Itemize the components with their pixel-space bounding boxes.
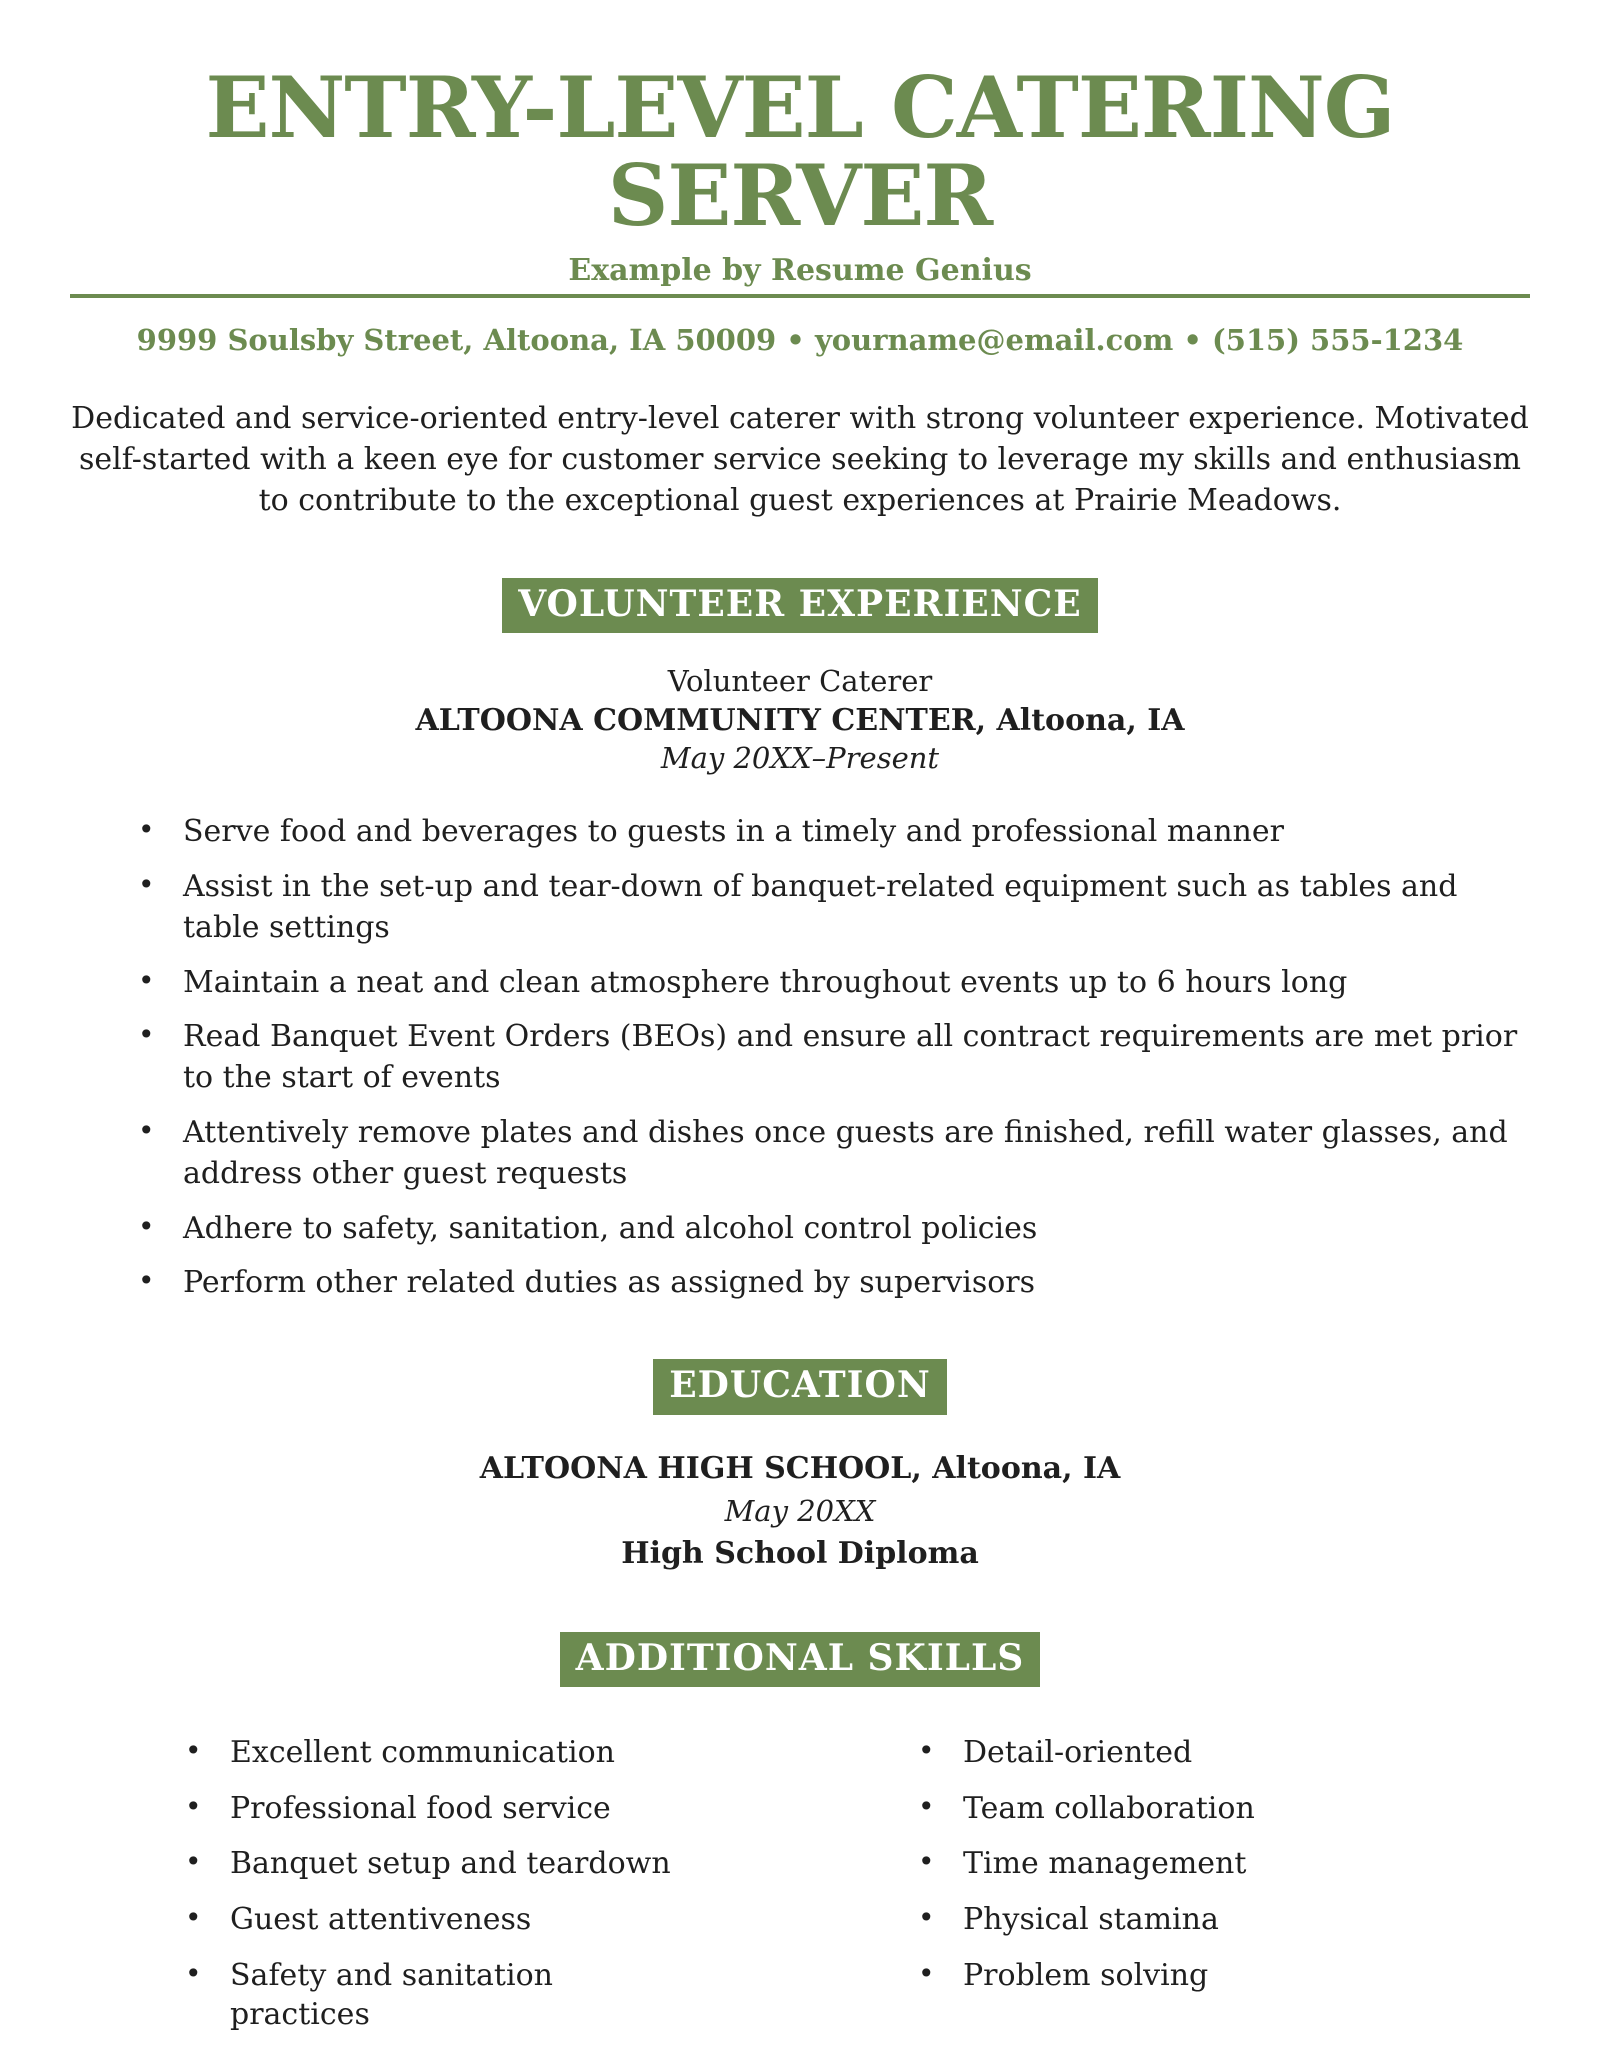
experience-bullet: • Serve food and beverages to guests in a timely and professional manner (70, 811, 1530, 852)
experience-bullet: • Attentively remove plates and dishes once guests are finished, refill water glasses, and address other guest requests (70, 1112, 1530, 1195)
skills-columns (70, 1733, 1530, 2051)
section-additional-skills (70, 1632, 1530, 1687)
section-volunteer-experience (70, 578, 1530, 633)
skill-item: • Problem solving (918, 1956, 1478, 1996)
section-title: EDUCATION (653, 1359, 947, 1414)
education-date: May 20XX (724, 1494, 876, 1529)
skill-item: • Team collaboration (918, 1789, 1478, 1829)
contact-line: 9999 Soulsby Street, Altoona, IA 50009 • yourname@email.com • (515) 555-1234 (136, 323, 1464, 358)
skill-item: • Guest attentiveness (185, 1900, 672, 1940)
skills-column-right (918, 1733, 1478, 2051)
education-block (70, 1447, 1530, 1576)
skill-item: • Physical stamina (918, 1900, 1478, 1940)
skill-item: • Excellent communication (185, 1733, 672, 1773)
experience-bullet: • Perform other related duties as assigned by supervisors (70, 1262, 1530, 1303)
experience-bullet: • Adhere to safety, sanitation, and alcohol control policies (70, 1208, 1530, 1249)
job-role: Volunteer Caterer (667, 664, 933, 699)
experience-bullet-list (70, 811, 1530, 1303)
skills-column-left (185, 1733, 672, 2051)
page-subtitle: Example by Resume Genius (568, 253, 1032, 289)
summary-paragraph: Dedicated and service-oriented entry-level caterer with strong volunteer experience. Motivated self-started with a keen eye for customer service seeking to leverage my skills and enthusiasm to contribute to the exceptional guest experiences at Prairie Meadows. (71, 401, 1529, 518)
header-divider (70, 294, 1530, 298)
job-organization: ALTOONA COMMUNITY CENTER, Altoona, IA (415, 702, 1185, 738)
section-title: VOLUNTEER EXPERIENCE (502, 578, 1098, 633)
section-education (70, 1359, 1530, 1414)
experience-bullet: • Read Banquet Event Orders (BEOs) and ensure all contract requirements are met prior to the start of events (70, 1016, 1530, 1099)
experience-bullet: • Maintain a neat and clean atmosphere throughout events up to 6 hours long (70, 962, 1530, 1003)
education-degree: High School Diploma (621, 1536, 979, 1572)
page-title: ENTRY-LEVEL CATERING SERVER (205, 58, 1395, 246)
job-dates: May 20XX–Present (660, 740, 940, 775)
section-title: ADDITIONAL SKILLS (560, 1632, 1041, 1687)
education-school: ALTOONA HIGH SCHOOL, Altoona, IA (479, 1450, 1121, 1486)
skill-item: • Time management (918, 1844, 1478, 1884)
skill-item: • Banquet setup and teardown (185, 1844, 672, 1884)
skill-item: • Detail-oriented (918, 1733, 1478, 1773)
experience-bullet: • Assist in the set-up and tear-down of banquet-related equipment such as tables and table settings (70, 866, 1530, 949)
skill-item: • Safety and sanitation practices (185, 1956, 672, 2035)
skill-item: • Professional food service (185, 1789, 672, 1829)
job-header (70, 663, 1530, 777)
